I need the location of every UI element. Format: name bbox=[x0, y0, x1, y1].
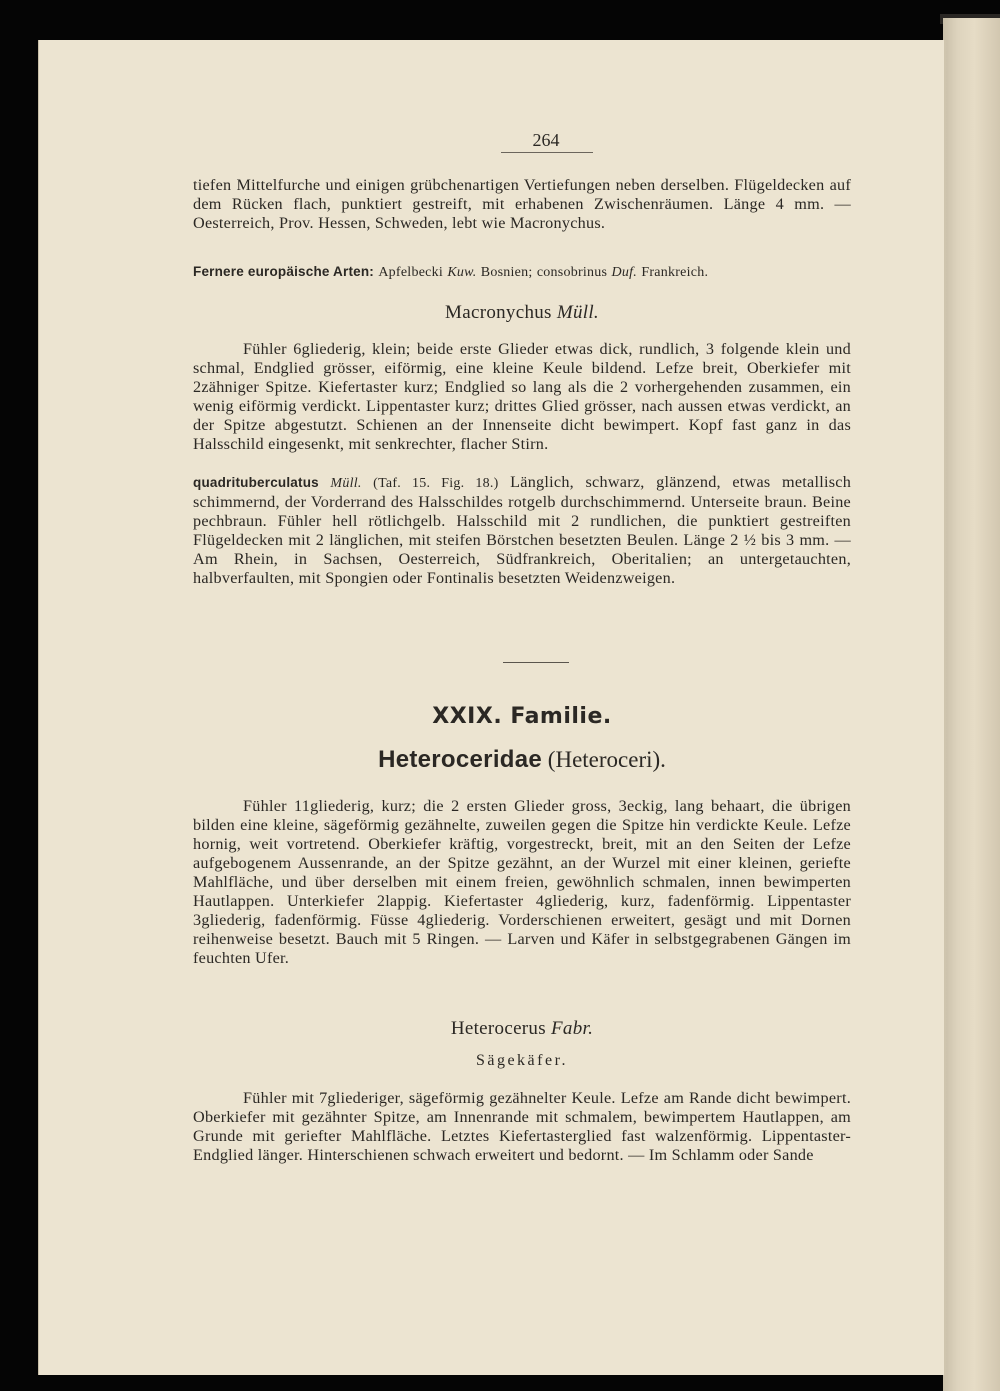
heterocerus-description: Fühler mit 7gliederiger, sägeförmig gezähnelter Keule. Lefze am Rande dicht bewimpert. Oberkiefer mit gezähnter Spitze, am Innenrande mit schmalem, bewimpertem Hautlappen, am Grunde mit geriefter Mahlfläche. Letztes Kiefertasterglied fast walzenförmig. Lippentaster-Endglied länger. Hinterschienen schwach erweitert und bedornt. — Im Schlamm oder Sande bbox=[193, 1089, 851, 1164]
species-name: quadrituberculatus bbox=[193, 475, 319, 490]
locality-bosnien: Bosnien; bbox=[480, 265, 533, 280]
genus2-name: Heterocerus bbox=[450, 1018, 546, 1039]
author-duf: Duf. bbox=[611, 265, 638, 280]
plate-reference: (Taf. 15. Fig. 18.) bbox=[373, 476, 499, 491]
species-author: Müll. bbox=[330, 476, 362, 491]
species-text: Länglich, schwarz, glänzend, etwas metallisch schimmernd, der Vorderrand des Halsschildes rotgelb durchschimmernd. Unterseite braun. Beine pechbraun. Fühler hell rötlichgelb. Halsschild mit 2 rundlichen, die punktiert gestreiften Flügeldecken mit 2 länglichen, mit steifen Börstchen besetzten Beulen. Länge 2 ½ bis 3 mm. — Am Rhein, in Sachsen, Oesterreich, Südfrankreich, Oberitalien; an untergetauchten, halbverfaulten, mit Spongien oder Fontinalis besetzten Weidenzweigen. bbox=[193, 473, 852, 587]
page-text-area bbox=[39, 40, 944, 1375]
book-page bbox=[38, 40, 946, 1375]
further-species-line bbox=[193, 262, 851, 282]
common-name: Sägekäfer. bbox=[475, 1052, 569, 1069]
family-description: Fühler 11gliederig, kurz; die 2 ersten Glieder gross, 3eckig, lang behaart, die übrigen bilden eine kleine, sägeförmig gezähnelte, zuweilen gegen die Spitze hin verdickte Keule. Lefze hornig, weit vortretend. Oberkiefer kräftig, vorgestreckt, breit, mit an den Seiten der Lefze aufgebogenem Aussenrande, an der Spitze gezähnt, an der Wurzel mit einer kleinen, geriefte Mahlfläche, und über derselben mit einem freien, gewöhnlich schmalen, innen bewimperten Hautlappen. Unterkiefer 2lappig. Kiefertaster 4gliederig, kurz, fadenförmig. Lippentaster 3gliederig, fadenförmig. Füsse 4gliederig. Vorderschienen erweitert, gesägt und mit Dornen reihenweise besetzt. Bauch mit 5 Ringen. — Larven und Käfer in selbstgegrabenen Gängen im feuchten Ufer. bbox=[193, 797, 851, 967]
genus-name: Macronychus bbox=[445, 302, 552, 323]
genus-author: Müll. bbox=[556, 302, 599, 323]
species-description bbox=[193, 473, 851, 588]
family-name: Heteroceridae bbox=[378, 746, 543, 773]
family-number-heading: XXIX. Familie. bbox=[432, 704, 612, 729]
family-alt-name: (Heteroceri). bbox=[547, 747, 666, 772]
further-species-label: Fernere europäische Arten: bbox=[193, 264, 375, 279]
family-name-heading bbox=[193, 746, 851, 774]
species-apfelbecki: Apfelbecki bbox=[378, 265, 444, 280]
genus-heading-macronychus bbox=[193, 302, 851, 324]
paragraph-continuation: tiefen Mittelfurche und einigen grübchenartigen Vertiefungen neben derselben. Flügeldecken auf dem Rücken flach, punktiert gestreift, mit erhabenen Zwischenräumen. Länge 4 mm. — Oesterreich, Prov. Hessen, Schweden, lebt wie Macronychus. bbox=[193, 176, 851, 232]
page-number-rule bbox=[501, 152, 593, 153]
species-consobrinus: consobrinus bbox=[536, 265, 608, 280]
author-kuw: Kuw. bbox=[447, 265, 477, 280]
section-divider bbox=[503, 662, 569, 663]
page-number: 264 bbox=[532, 130, 560, 150]
genus-description: Fühler 6gliederig, klein; beide erste Glieder etwas dick, rundlich, 3 folgende klein und schmal, Endglied grösser, eiförmig, eine kleine Keule bildend. Lefze breit, Oberkiefer mit 2zähniger Spitze. Kiefertaster kurz; Endglied so lang als die 2 vorhergehenden zusammen, ein wenig eiförmig verdickt. Lippentaster kurz; drittes Glied grösser, nach aussen etwas verdickt, an der Spitze abgestutzt. Schienen an der Innenseite dicht bewimpert. Kopf fast ganz in das Halsschild eingesenkt, mit senkrechter, flacher Stirn. bbox=[193, 340, 851, 453]
genus2-author: Fabr. bbox=[551, 1018, 594, 1039]
genus-heading-heterocerus bbox=[193, 1018, 851, 1040]
locality-frankreich: Frankreich. bbox=[641, 265, 709, 280]
book-spine-edge bbox=[943, 18, 1000, 1391]
